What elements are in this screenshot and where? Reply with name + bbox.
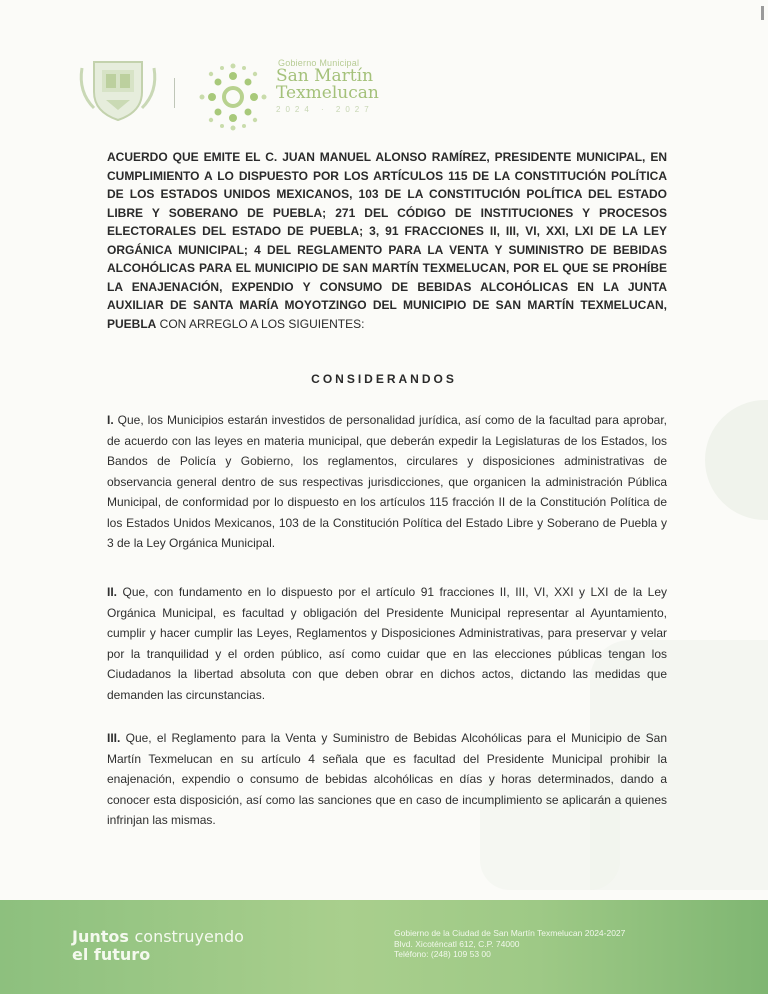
gov-label: Gobierno Municipal	[278, 58, 360, 68]
city-name-line2: Texmelucan	[276, 83, 379, 103]
watermark-shape	[705, 400, 768, 520]
slogan-word-2: construyendo	[134, 927, 244, 946]
paragraph-text: Que, el Reglamento para la Venta y Suministro de Bebidas Alcohólicas para el Municipio de San Martín Texmelucan en su artículo 4 señala que es facultad del Presidente Municipal prohibir la enajenación, expendio o consumo de bebidas alcohólicas en días y horas determinados, dando a conocer esta disposición, así como las sanciones que en caso de incumplimiento se aplicarán a quienes infrinjan las mismas.	[107, 731, 667, 827]
footer-slogan	[72, 928, 244, 964]
paragraph-text: Que, con fundamento en lo dispuesto por el artículo 91 fracciones II, III, VI, XXI y LXI de la Ley Orgánica Municipal, es facultad y obligación del Presidente Municipal representar al Ayuntamiento, cumplir y hacer cumplir las Leyes, Reglamentos y Disposiciones Administrativas, para preservar y velar por la tranquilidad y el orden público, así como cuidar que en las elecciones públicas tengan los Ciudadanos la libertad absoluta con que deben obrar en dichos actos, dictando las medidas que demanden las circunstancias.	[107, 585, 667, 702]
paragraph-number: I.	[107, 413, 114, 427]
contact-line-2: Blvd. Xicoténcatl 612, C.P. 74000	[394, 938, 520, 949]
municipal-crest-logo	[76, 56, 160, 122]
agreement-heading	[107, 148, 667, 333]
paragraph-text: Que, los Municipios estarán investidos de personalidad jurídica, así como de la facultad para aprobar, de acuerdo con las leyes en materia municipal, que deberán expedir la Legislaturas de los Estados, los Bandos de Policía y Gobierno, los reglamentos, circulares y disposiciones administrativas de observancia general dentro de sus respectivas jurisdicciones, que organicen la administración Pública Municipal, de conformidad por lo dispuesto en los artículos 115 fracción II de la Constitución Política de los Estados Unidos Mexicanos, 103 de la Constitución Política del Estado Libre y Soberano de Puebla y 3 de la Ley Orgánica Municipal.	[107, 413, 667, 550]
contact-line-1: Gobierno de la Ciudad de San Martín Texmelucan 2024-2027	[394, 928, 626, 938]
paragraph	[107, 728, 667, 831]
paragraph-number: III.	[107, 731, 121, 745]
municipal-emblem-logo	[196, 62, 270, 132]
paragraph	[107, 582, 667, 705]
heading-rest-text: CON ARREGLO A LOS SIGUIENTES:	[156, 316, 365, 331]
logo-separator	[174, 78, 175, 108]
section-title: CONSIDERANDOS	[311, 372, 457, 386]
city-name-line1: San Martín	[276, 66, 374, 86]
slogan-line-2: el futuro	[72, 945, 151, 964]
paragraph	[107, 410, 667, 554]
footer-contact	[394, 928, 625, 960]
heading-bold-text: ACUERDO QUE EMITE EL C. JUAN MANUEL ALONSO RAMÍREZ, PRESIDENTE MUNICIPAL, EN CUMPLIMIENTO A LO DISPUESTO POR LOS ARTÍCULOS 115 DE LA CONSTITUCIÓN POLÍTICA DE LOS ESTADOS UNIDOS MEXICANOS, 103 DE LA CONSTITUCIÓN POLÍTICA DEL ESTADO LIBRE Y SOBERANO DE PUEBLA; 271 DEL CÓDIGO DE INSTITUCIONES Y PROCESOS ELECTORALES DEL ESTADO DE PUEBLA; 3, 91 FRACCIONES II, III, VI, XXI, LXI DE LA LEY ORGÁNICA MUNICIPAL; 4 DEL REGLAMENTO PARA LA VENTA Y SUMINISTRO DE BEBIDAS ALCOHÓLICAS PARA EL MUNICIPIO DE SAN MARTÍN TEXMELUCAN, POR EL QUE SE PROHÍBE LA ENAJENACIÓN, EXPENDIO Y CONSUMO DE BEBIDAS ALCOHÓLICAS EN LA JUNTA AUXILIAR DE SANTA MARÍA MOYOTZINGO DEL MUNICIPIO DE SAN MARTÍN TEXMELUCAN, PUEBLA	[107, 150, 667, 331]
contact-line-3: Teléfono: (248) 109 53 00	[394, 949, 491, 959]
slogan-word-1: Juntos	[72, 927, 129, 946]
municipal-brand-text	[276, 58, 386, 114]
scan-mark	[761, 6, 764, 20]
paragraph-number: II.	[107, 585, 118, 599]
term-years: 2024 · 2027	[276, 105, 374, 114]
